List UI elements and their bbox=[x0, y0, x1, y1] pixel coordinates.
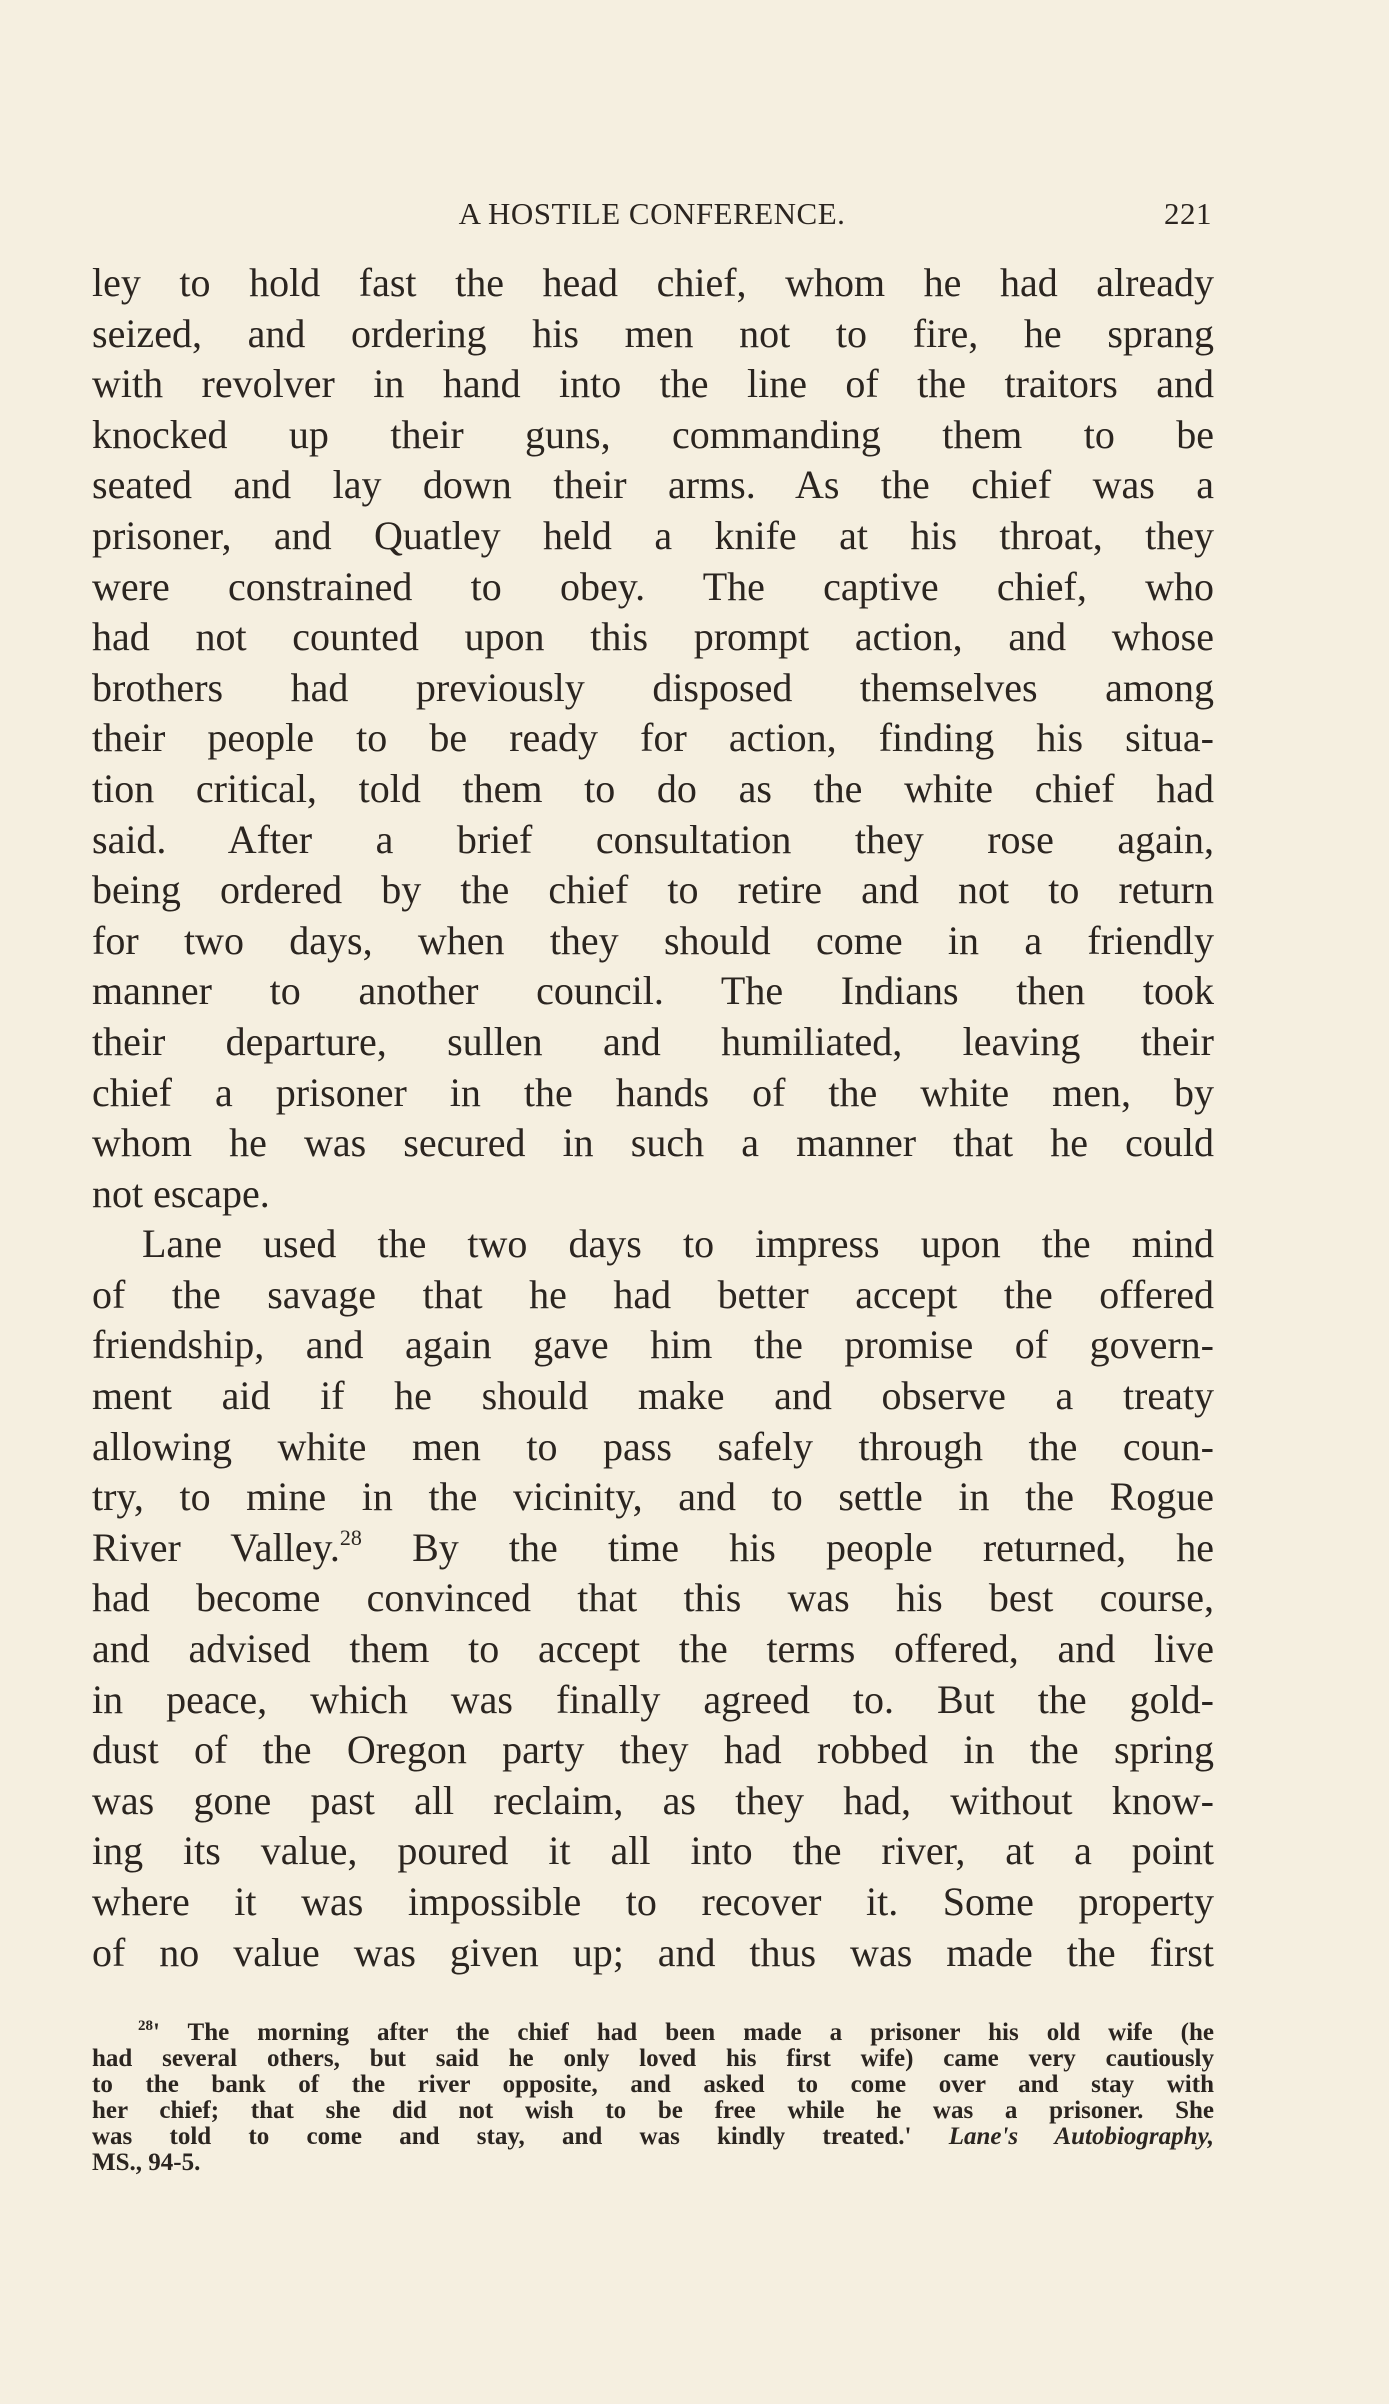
text-line: not escape. bbox=[92, 1170, 270, 1216]
text-line: had not counted upon this prompt action, and whose bbox=[92, 614, 1214, 660]
body-text bbox=[92, 258, 1214, 1978]
text-line: allowing white men to pass safely through the coun- bbox=[92, 1423, 1214, 1469]
footnote-line: to the bank of the river opposite, and asked to come over and stay with bbox=[92, 2071, 1214, 2098]
text-line: tion critical, told them to do as the white chief had bbox=[92, 765, 1214, 811]
text-line: had become convinced that this was his best course, bbox=[92, 1575, 1214, 1621]
text-line: chief a prisoner in the hands of the white men, by bbox=[92, 1069, 1214, 1115]
text-line: being ordered by the chief to retire and not to return bbox=[92, 867, 1214, 913]
text-line: ment aid if he should make and observe a treaty bbox=[92, 1373, 1214, 1419]
running-title: A HOSTILE CONFERENCE. bbox=[458, 196, 846, 231]
text-line: prisoner, and Quatley held a knife at his throat, they bbox=[92, 512, 1214, 558]
text-line: ley to hold fast the head chief, whom he had already bbox=[92, 260, 1214, 305]
text-line: was gone past all reclaim, as they had, without know- bbox=[92, 1777, 1214, 1823]
footnote-text: was told to come and stay, and was kindly treated.' bbox=[92, 2123, 949, 2150]
text-line: for two days, when they should come in a friendly bbox=[92, 917, 1214, 963]
text-line: knocked up their guns, commanding them to be bbox=[92, 411, 1214, 457]
text-line: where it was impossible to recover it. Some property bbox=[92, 1879, 1214, 1924]
text-line: their departure, sullen and humiliated, leaving their bbox=[92, 1018, 1214, 1064]
text-line: ing its value, poured it all into the river, at a point bbox=[92, 1828, 1214, 1874]
text-line: their people to be ready for action, finding his situa- bbox=[92, 715, 1214, 761]
footnote-marker: 28 bbox=[138, 2018, 153, 2034]
footnote-reference[interactable]: 28 bbox=[339, 1524, 362, 1550]
text-line: of no value was given up; and thus was made the first bbox=[92, 1929, 1214, 1975]
text-line: said. After a brief consultation they rose again, bbox=[92, 816, 1214, 862]
footnote-line: had several others, but said he only loved his first wife) came very cautiously bbox=[92, 2045, 1214, 2072]
text-line: with revolver in hand into the line of the traitors and bbox=[92, 361, 1214, 407]
footnote-line: her chief; that she did not wish to be free while he was a prisoner. She bbox=[92, 2097, 1214, 2124]
text-segment: By the time his people returned, he bbox=[361, 1524, 1214, 1570]
text-line: Lane used the two days to impress upon the mind bbox=[142, 1221, 1214, 1267]
text-line: dust of the Oregon party they had robbed in the spring bbox=[92, 1727, 1214, 1773]
page-number: 221 bbox=[1164, 196, 1212, 231]
text-line: in peace, which was finally agreed to. But the gold- bbox=[92, 1676, 1214, 1722]
text-line: and advised them to accept the terms offered, and live bbox=[92, 1626, 1214, 1672]
text-line: friendship, and again gave him the promise of govern- bbox=[92, 1322, 1214, 1368]
footnote bbox=[92, 2020, 1214, 2176]
text-line: brothers had previously disposed themselves among bbox=[92, 664, 1214, 710]
text-line: seated and lay down their arms. As the chief was a bbox=[92, 462, 1214, 508]
text-line: seized, and ordering his men not to fire, he sprang bbox=[92, 310, 1214, 356]
text-line: manner to another council. The Indians then took bbox=[92, 968, 1214, 1014]
text-segment: River Valley. bbox=[92, 1524, 340, 1570]
footnote-line bbox=[92, 2020, 1214, 2046]
text-line: were constrained to obey. The captive chief, who bbox=[92, 563, 1214, 609]
text-line: try, to mine in the vicinity, and to settle in the Rogue bbox=[92, 1474, 1214, 1520]
footnote-line bbox=[92, 2124, 1214, 2150]
footnote-text: ' The morning after the chief had been made a prisoner his old wife (he bbox=[153, 2019, 1214, 2046]
text-line-with-footnote-ref bbox=[92, 1523, 1214, 1574]
running-head bbox=[92, 196, 1212, 240]
footnote-line: MS., 94-5. bbox=[92, 2149, 201, 2176]
text-line: of the savage that he had better accept the offered bbox=[92, 1271, 1214, 1317]
footnote-citation: Lane's Autobiography, bbox=[948, 2123, 1214, 2150]
text-line: whom he was secured in such a manner that he could bbox=[92, 1120, 1214, 1166]
